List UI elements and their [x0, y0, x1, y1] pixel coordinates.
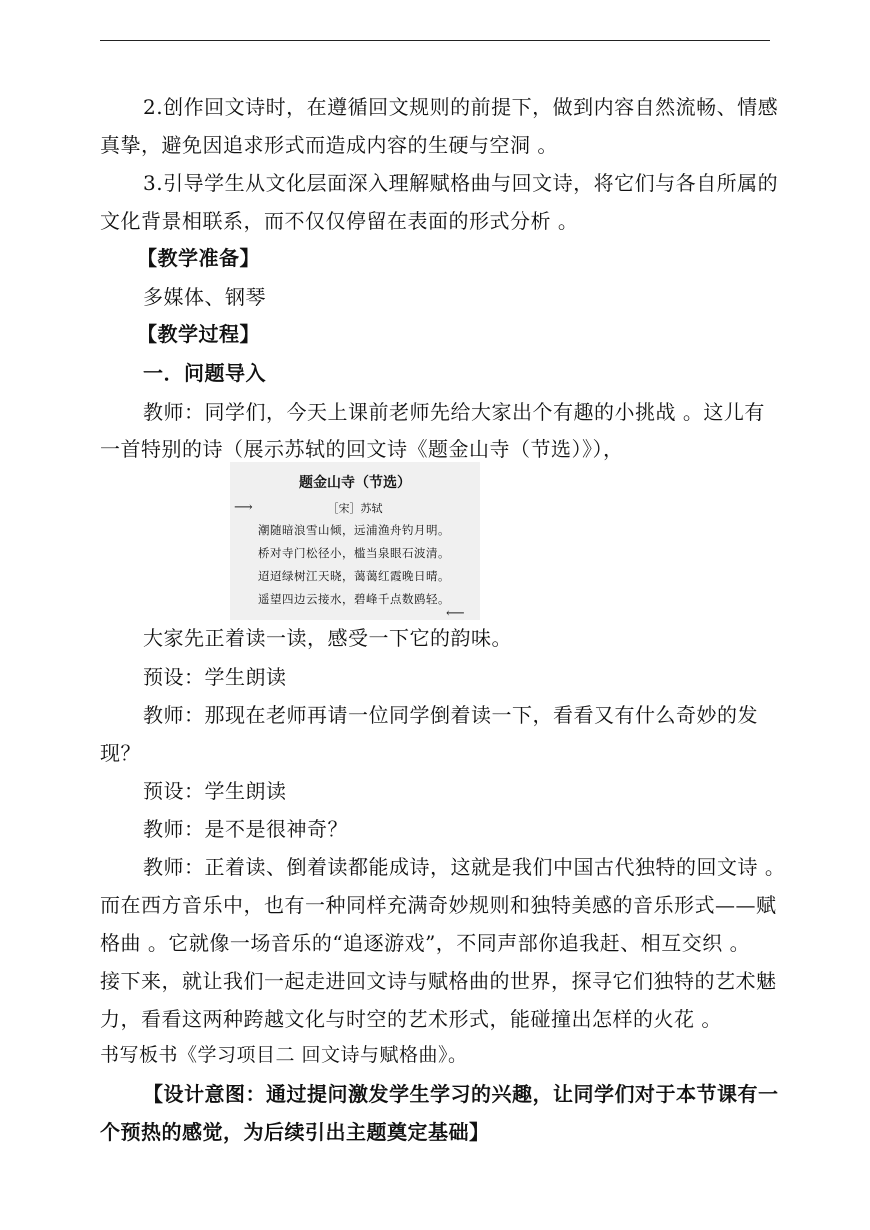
teacher-3: 教师：是不是很神奇？: [143, 817, 348, 841]
teacher-4-line-3: 格曲 。它就像一场音乐的“追逐游戏”，不同声部你追我赶、相互交织 。: [100, 931, 751, 955]
objective-2-line-1: 2.创作回文诗时，在遵循回文规则的前提下，做到内容自然流畅、情感: [143, 95, 779, 119]
teacher-2-line-2: 现？: [100, 741, 141, 765]
section-1-heading: 一．问题导入: [143, 361, 266, 385]
arrow-right-icon: ⟶: [234, 500, 253, 515]
design-intent-line-1: 【设计意图：通过提问激发学生学习的兴趣，让同学们对于本节课有一: [143, 1082, 779, 1106]
poem-line: 迢迢绿树江天晓，蔼蔼红霞晚日晴。: [258, 569, 450, 583]
header-rule: [100, 40, 770, 41]
teacher-4-line-1: 教师：正着读、倒着读都能成诗，这就是我们中国古代独特的回文诗 。: [143, 855, 786, 879]
objective-3-line-2: 文化背景相联系，而不仅仅停留在表面的形式分析 。: [100, 209, 579, 233]
design-intent-line-2: 个预热的感觉，为后续引出主题奠定基础】: [100, 1120, 490, 1144]
poem-author: ［宋］苏轼: [327, 502, 383, 515]
read-forward-text: 大家先正着读一读，感受一下它的韵味。: [143, 626, 512, 650]
teacher-4-line-4: 接下来，就让我们一起走进回文诗与赋格曲的世界，探寻它们独特的艺术魅: [100, 969, 777, 993]
poem-line: 遥望四边云接水，碧峰千点数鸥轻。: [258, 592, 450, 606]
preset-2: 预设：学生朗读: [143, 779, 287, 803]
teacher-intro-line-2: 一首特别的诗（展示苏轼的回文诗《题金山寺（节选）》），: [100, 437, 624, 461]
blackboard-note: 书写板书《学习项目二 回文诗与赋格曲》。: [100, 1044, 468, 1066]
preparation-heading: 【教学准备】: [137, 246, 260, 270]
poem-title: 题金山寺（节选）: [299, 475, 411, 491]
teacher-4-line-2: 而在西方音乐中，也有一种同样充满奇妙规则和独特美感的音乐形式——赋: [100, 893, 777, 917]
poem-line: 潮随暗浪雪山倾，远浦渔舟钓月明。: [258, 523, 450, 537]
objective-2-line-2: 真挚，避免因追求形式而造成内容的生硬与空洞 。: [100, 133, 558, 157]
teacher-intro-line-1: 教师：同学们，今天上课前老师先给大家出个有趣的小挑战 。这儿有: [143, 400, 765, 424]
process-heading: 【教学过程】: [137, 322, 260, 346]
teacher-2-line-1: 教师：那现在老师再请一位同学倒着读一下，看看又有什么奇妙的发: [143, 703, 758, 727]
arrow-left-icon: ⟵: [446, 606, 465, 621]
poem-line: 桥对寺门松径小，槛当泉眼石波清。: [258, 546, 450, 560]
teacher-4-line-5: 力，看看这两种跨越文化与时空的艺术形式，能碰撞出怎样的火花 。: [100, 1007, 722, 1031]
poem-image: [230, 462, 480, 620]
preparation-text: 多媒体、钢琴: [143, 285, 266, 309]
objective-3-line-1: 3.引导学生从文化层面深入理解赋格曲与回文诗，将它们与各自所属的: [143, 171, 779, 195]
preset-1: 预设：学生朗读: [143, 665, 287, 689]
